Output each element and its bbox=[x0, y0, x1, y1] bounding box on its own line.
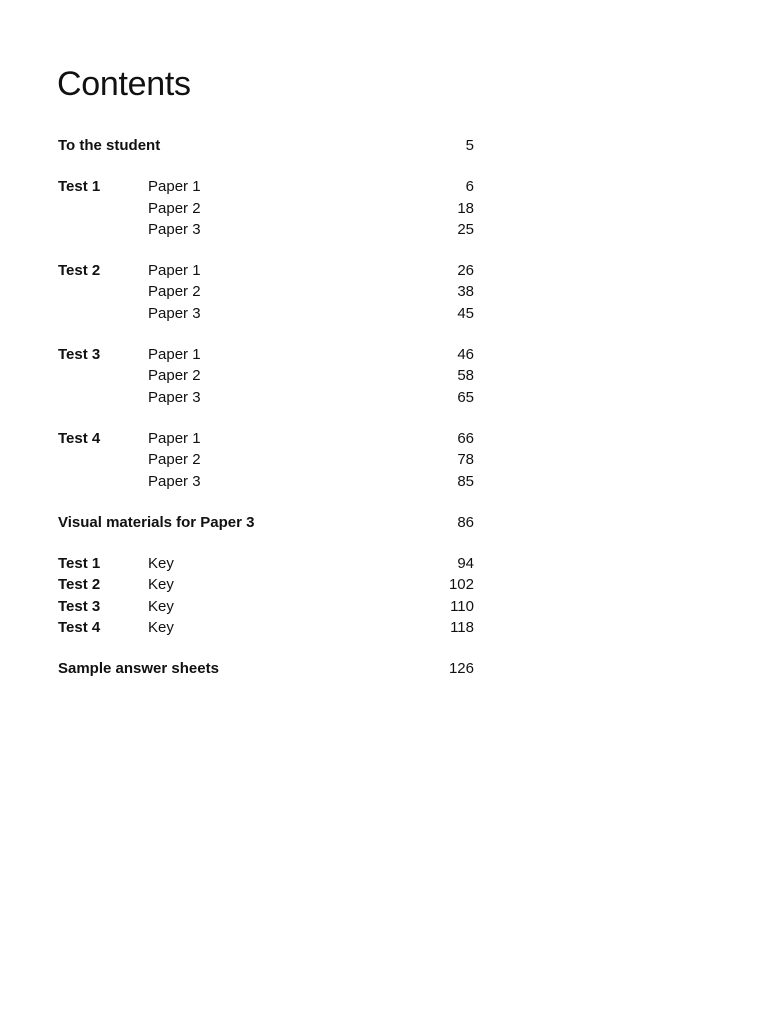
toc-row bbox=[58, 428, 474, 449]
toc-item-label: Paper 3 bbox=[148, 304, 201, 322]
toc-row bbox=[58, 658, 474, 679]
toc-item-label: Paper 2 bbox=[148, 451, 201, 469]
toc-item-label: Paper 3 bbox=[148, 220, 201, 238]
page-title: Contents bbox=[57, 65, 191, 103]
toc-row bbox=[58, 303, 474, 324]
toc-item-label: Paper 3 bbox=[148, 472, 201, 490]
toc-item-label: Paper 1 bbox=[148, 262, 201, 280]
toc-page-number: 25 bbox=[457, 220, 474, 238]
toc-row bbox=[58, 198, 474, 219]
toc-page-number: 102 bbox=[448, 576, 474, 594]
toc-row bbox=[58, 260, 474, 281]
toc-section-label: Test 1 bbox=[58, 555, 101, 573]
toc-page-number: 5 bbox=[465, 137, 474, 154]
toc-row bbox=[58, 574, 474, 595]
toc-page-number: 45 bbox=[457, 304, 474, 322]
toc-page-number: 18 bbox=[457, 199, 474, 217]
toc-row bbox=[58, 617, 474, 638]
toc-row bbox=[58, 135, 474, 156]
toc-row bbox=[58, 512, 474, 533]
toc-section-label: Test 2 bbox=[58, 262, 101, 280]
toc-row bbox=[58, 387, 474, 408]
toc-item-label: Paper 1 bbox=[148, 178, 201, 196]
toc-page-number: 94 bbox=[457, 555, 474, 573]
toc-section-label: To the student bbox=[58, 137, 161, 154]
toc-row bbox=[58, 449, 474, 470]
toc-page-number: 6 bbox=[465, 178, 474, 196]
toc-page-number: 110 bbox=[450, 597, 474, 615]
toc-page-number: 118 bbox=[450, 619, 474, 637]
toc-item-label: Paper 1 bbox=[148, 429, 201, 447]
toc-row bbox=[58, 365, 474, 386]
toc-page-number: 46 bbox=[457, 346, 474, 364]
toc-row bbox=[58, 471, 474, 492]
toc-page-number: 85 bbox=[457, 472, 474, 490]
toc-row bbox=[58, 176, 474, 197]
contents-list bbox=[58, 135, 474, 680]
toc-section-label: Sample answer sheets bbox=[58, 660, 219, 678]
toc-row bbox=[58, 344, 474, 365]
toc-section-label: Test 3 bbox=[58, 597, 101, 615]
toc-item-label: Key bbox=[148, 619, 174, 637]
toc-page-number: 78 bbox=[457, 451, 474, 469]
toc-row bbox=[58, 553, 474, 574]
toc-item-label: Paper 2 bbox=[148, 199, 201, 217]
toc-item-label: Key bbox=[148, 576, 174, 594]
toc-section-label: Test 2 bbox=[58, 576, 101, 594]
toc-page-number: 86 bbox=[457, 513, 474, 531]
toc-page-number: 126 bbox=[448, 660, 474, 678]
toc-item-label: Key bbox=[148, 597, 174, 615]
toc-page-number: 58 bbox=[457, 367, 474, 385]
toc-page-number: 65 bbox=[457, 388, 474, 406]
toc-page-number: 66 bbox=[457, 429, 474, 447]
toc-page-number: 26 bbox=[457, 262, 474, 280]
toc-item-label: Paper 3 bbox=[148, 388, 201, 406]
toc-section-label: Visual materials for Paper 3 bbox=[58, 513, 255, 531]
toc-page-number: 38 bbox=[457, 283, 474, 301]
toc-item-label: Paper 2 bbox=[148, 367, 201, 385]
toc-item-label: Key bbox=[148, 555, 174, 573]
toc-item-label: Paper 1 bbox=[148, 346, 201, 364]
toc-row bbox=[58, 281, 474, 302]
toc-row bbox=[58, 219, 474, 240]
toc-section-label: Test 3 bbox=[58, 346, 101, 364]
toc-row bbox=[58, 596, 474, 617]
toc-item-label: Paper 2 bbox=[148, 283, 201, 301]
toc-section-label: Test 1 bbox=[58, 178, 101, 196]
toc-section-label: Test 4 bbox=[58, 619, 101, 637]
toc-section-label: Test 4 bbox=[58, 429, 101, 447]
